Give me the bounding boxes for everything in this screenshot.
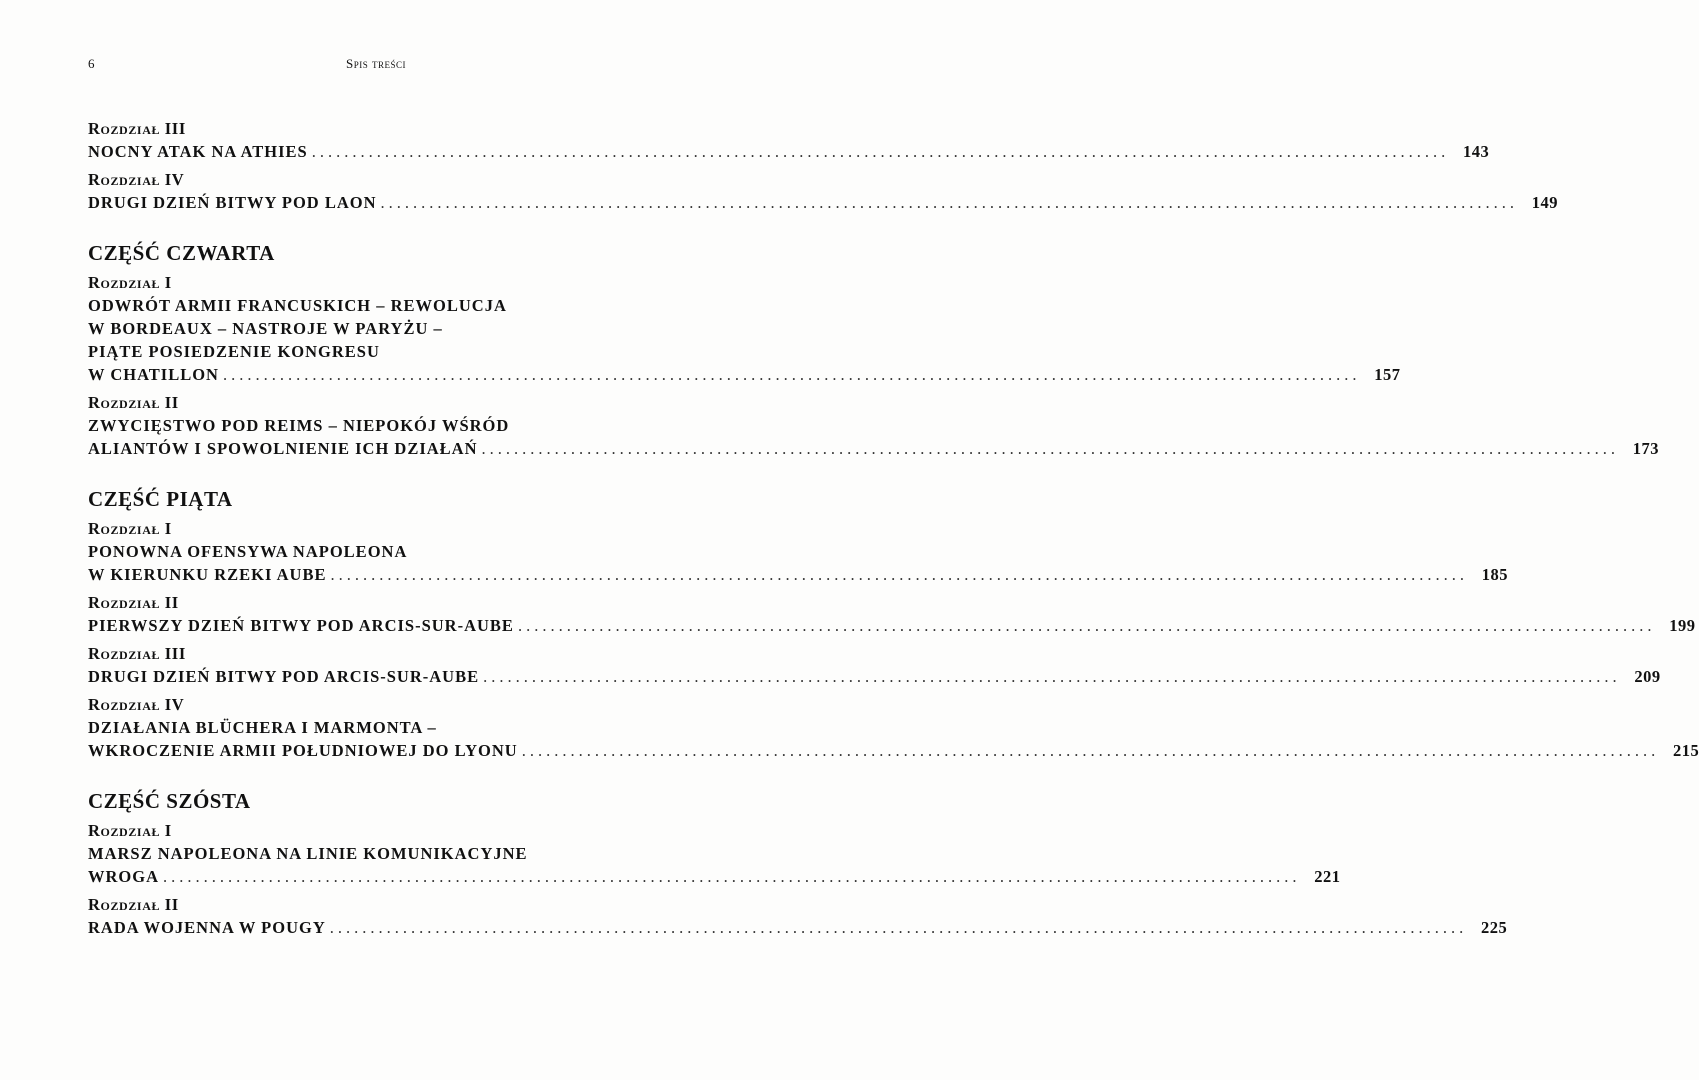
- chapter-label: Rozdział II: [88, 393, 179, 412]
- toc-entry[interactable]: [88, 694, 1699, 762]
- page-ref: 157: [1374, 365, 1401, 384]
- dot-leader: ............................................................................................................................................: [329, 918, 1468, 937]
- chapter-title-text: NOCNY ATAK NA ATHIES: [88, 142, 308, 161]
- dot-leader: ............................................................................................................................................: [481, 439, 1620, 458]
- table-of-contents: [88, 118, 1699, 945]
- chapter-title-line: [88, 363, 1401, 386]
- page-ref: 173: [1632, 439, 1660, 458]
- chapter-title-text: PIĄTE POSIEDZENIE KONGRESU: [88, 342, 380, 361]
- dot-leader: ............................................................................................................................................: [521, 741, 1660, 760]
- chapter-label: Rozdział II: [88, 895, 179, 914]
- page-header: [88, 56, 664, 76]
- dot-leader: ............................................................................................................................................: [517, 616, 1656, 635]
- chapter-title-text: DZIAŁANIA BLÜCHERA I MARMONTA –: [88, 718, 437, 737]
- dot-leader: ............................................................................................................................................: [330, 565, 1468, 584]
- toc-entry[interactable]: [88, 894, 1508, 939]
- dot-leader: ............................................................................................................................................: [483, 667, 1621, 686]
- chapter-label: Rozdział II: [88, 593, 179, 612]
- chapter-title-line: [88, 294, 632, 317]
- chapter-title-text: PONOWNA OFENSYWA NAPOLEONA: [88, 542, 408, 561]
- chapter-label: Rozdział I: [88, 519, 172, 538]
- page-ref: 225: [1481, 918, 1508, 937]
- chapter-title-text: ALIANTÓW I SPOWOLNIENIE ICH DZIAŁAŃ: [88, 439, 478, 458]
- chapter-label: Rozdział I: [88, 273, 172, 292]
- chapter-label: Rozdział I: [88, 821, 172, 840]
- chapter-title-line: [88, 842, 632, 865]
- page-ref: 215: [1672, 741, 1699, 760]
- dot-leader: ............................................................................................................................................: [311, 142, 1450, 161]
- dot-leader: ............................................................................................................................................: [163, 867, 1301, 886]
- toc-entry[interactable]: [88, 169, 1559, 214]
- dot-leader: ............................................................................................................................................: [380, 193, 1519, 212]
- toc-entry[interactable]: [88, 643, 1661, 688]
- chapter-title-text: WROGA: [88, 867, 159, 886]
- chapter-title-line: [88, 191, 1559, 214]
- chapter-title-line: [88, 614, 1696, 637]
- chapter-label: Rozdział IV: [88, 170, 185, 189]
- page-ref: 221: [1314, 867, 1341, 886]
- chapter-title-line: [88, 140, 1490, 163]
- chapter-title-text: DRUGI DZIEŃ BITWY POD ARCIS-SUR-AUBE: [88, 667, 480, 686]
- chapter-title-text: ZWYCIĘSTWO POD REIMS – NIEPOKÓJ WŚRÓD: [88, 416, 510, 435]
- toc-entry[interactable]: [88, 272, 1401, 386]
- page-ref: 143: [1462, 142, 1490, 161]
- chapter-title-text: PIERWSZY DZIEŃ BITWY POD ARCIS-SUR-AUBE: [88, 616, 514, 635]
- chapter-title-text: W BORDEAUX – NASTROJE W PARYŻU –: [88, 319, 443, 338]
- page-ref: 209: [1634, 667, 1661, 686]
- toc-entry[interactable]: [88, 118, 1490, 163]
- toc-section: [88, 240, 1660, 460]
- page-ref: 185: [1481, 565, 1508, 584]
- chapter-title-line: [88, 317, 632, 340]
- toc-entry[interactable]: [88, 592, 1696, 637]
- chapter-title-text: ODWRÓT ARMII FRANCUSKICH – REWOLUCJA: [88, 296, 507, 315]
- chapter-title-line: [88, 414, 632, 437]
- toc-section: [88, 118, 1559, 214]
- part-heading: CZĘŚĆ CZWARTA: [88, 241, 275, 265]
- chapter-title-line: [88, 739, 1699, 762]
- chapter-title-line: [88, 716, 632, 739]
- chapter-title-line: [88, 563, 1508, 586]
- toc-entry[interactable]: [88, 392, 1660, 460]
- part-heading: CZĘŚĆ SZÓSTA: [88, 789, 251, 813]
- chapter-title-line: [88, 665, 1661, 688]
- chapter-label: Rozdział III: [88, 644, 186, 663]
- chapter-title-line: [88, 865, 1341, 888]
- chapter-title-text: W KIERUNKU RZEKI AUBE: [88, 565, 327, 584]
- page-ref: 199: [1669, 616, 1696, 635]
- toc-entry[interactable]: [88, 820, 1341, 888]
- toc-entry[interactable]: [88, 518, 1508, 586]
- chapter-title-line: [88, 437, 1660, 460]
- running-title: Spis treści: [346, 56, 406, 71]
- chapter-title-text: DRUGI DZIEŃ BITWY POD LAON: [88, 193, 377, 212]
- toc-section: [88, 788, 1508, 939]
- chapter-label: Rozdział III: [88, 119, 186, 138]
- chapter-label: Rozdział IV: [88, 695, 185, 714]
- chapter-title-text: RADA WOJENNA W POUGY: [88, 918, 326, 937]
- chapter-title-text: MARSZ NAPOLEONA NA LINIE KOMUNIKACYJNE: [88, 844, 528, 863]
- chapter-title-text: WKROCZENIE ARMII POŁUDNIOWEJ DO LYONU: [88, 741, 518, 760]
- part-heading: CZĘŚĆ PIĄTA: [88, 487, 233, 511]
- page-number: 6: [88, 56, 95, 71]
- chapter-title-line: [88, 540, 632, 563]
- chapter-title-line: [88, 340, 632, 363]
- chapter-title-text: W CHATILLON: [88, 365, 219, 384]
- chapter-title-line: [88, 916, 1508, 939]
- dot-leader: ............................................................................................................................................: [222, 365, 1361, 384]
- toc-section: [88, 486, 1699, 762]
- page-ref: 149: [1531, 193, 1559, 212]
